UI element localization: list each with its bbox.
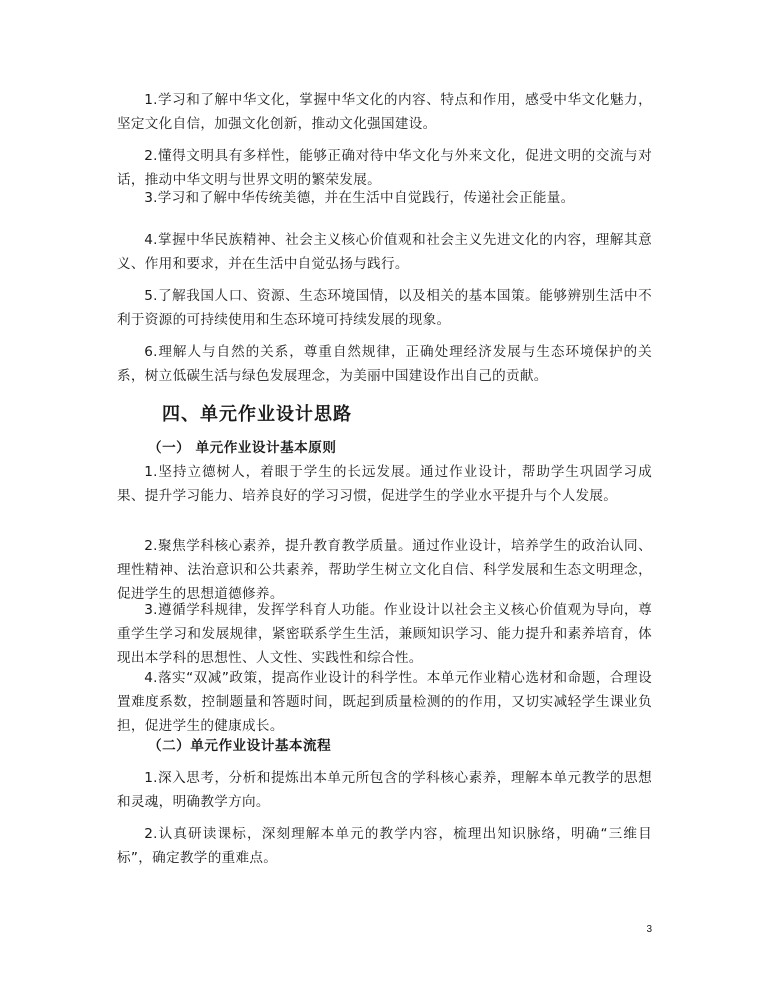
section-heading: 四、单元作业设计思路: [162, 404, 352, 425]
objective-text: 5.了解我国人口、资源、生态环境国情，以及相关的基本国策。能够辨别生活中不利于资源的可持续使用和生态环境可持续发展的现象。: [117, 288, 652, 328]
principle-4: [117, 666, 652, 738]
objective-text: 1.学习和了解中华文化，掌握中华文化的内容、特点和作用，感受中华文化魅力，坚定文化自信，加强文化创新，推动文化强国建设。: [117, 92, 652, 132]
principle-2: [117, 534, 652, 606]
principles-heading: （一） 单元作业设计基本原则: [148, 440, 337, 456]
objective-1: [117, 88, 652, 136]
process-2: [117, 822, 652, 870]
process-text: 1.深入思考，分析和提炼出本单元所包含的学科核心素养，理解本单元教学的思想和灵魂，明确教学方向。: [117, 770, 652, 810]
objective-text: 2.懂得文明具有多样性，能够正确对待中华文化与外来文化，促进文明的交流与对话，推动中华文明与世界文明的繁荣发展。: [117, 148, 652, 188]
objective-text: 4.掌握中华民族精神、社会主义核心价值观和社会主义先进文化的内容，理解其意义、作用和要求，并在生活中自觉弘扬与践行。: [117, 232, 652, 272]
process-1: [117, 766, 652, 814]
principle-text: 3.遵循学科规律，发挥学科育人功能。作业设计以社会主义核心价值观为导向，尊重学生学习和发展规律，紧密联系学生生活，兼顾知识学习、能力提升和素养培育，体现出本学科的思想性、人文性、实践性和综合性。: [117, 602, 652, 666]
process-heading: （二）单元作业设计基本流程: [148, 738, 332, 754]
principle-text: 1.坚持立德树人，着眼于学生的长远发展。通过作业设计，帮助学生巩固学习成果、提升学习能力、培养良好的学习习惯，促进学生的学业水平提升与个人发展。: [117, 464, 652, 504]
process-text: 2.认真研读课标，深刻理解本单元的教学内容，梳理出知识脉络，明确“三维目标”，确定教学的重难点。: [117, 826, 652, 866]
objective-text: 3.学习和了解中华传统美德，并在生活中自觉践行，传递社会正能量。: [144, 190, 575, 206]
principle-text: 4.落实“双减”政策，提高作业设计的科学性。本单元作业精心选材和命题，合理设置难度系数，控制题量和答题时间，既起到质量检测的的作用，又切实减轻学生课业负担，促进学生的健康成长。: [117, 670, 652, 734]
principle-1: [117, 460, 652, 508]
objective-3: [117, 186, 652, 210]
objective-5: [117, 284, 652, 332]
principle-text: 2.聚焦学科核心素养，提升教育教学质量。通过作业设计，培养学生的政治认同、理性精神、法治意识和公共素养，帮助学生树立文化自信、科学发展和生态文明理念，促进学生的思想道德修养。: [117, 538, 652, 602]
objective-6: [117, 340, 652, 388]
principle-3: [117, 598, 652, 670]
page-number: 3: [646, 924, 652, 935]
objective-text: 6.理解人与自然的关系，尊重自然规律，正确处理经济发展与生态环境保护的关系，树立低碳生活与绿色发展理念，为美丽中国建设作出自己的贡献。: [117, 344, 652, 384]
objective-2: [117, 144, 652, 192]
objective-4: [117, 228, 652, 276]
